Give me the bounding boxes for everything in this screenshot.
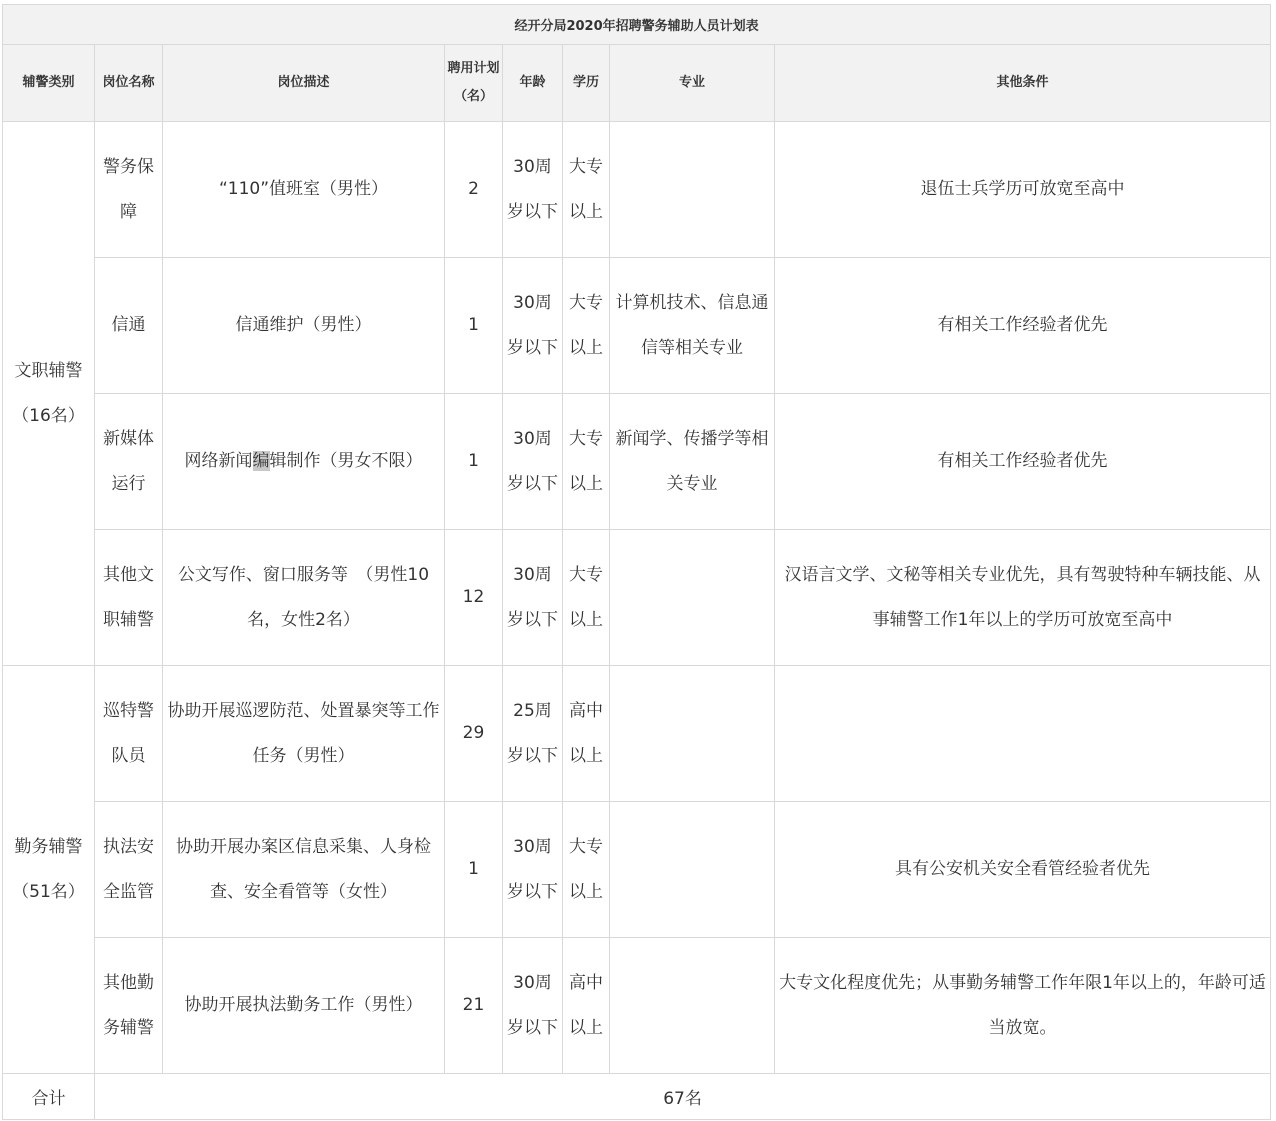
header-age: 年龄 — [503, 45, 563, 122]
header-post-desc: 岗位描述 — [163, 45, 445, 122]
header-plan: 聘用计划（名） — [445, 45, 503, 122]
other-cell: 汉语言文学、文秘等相关专业优先，具有驾驶特种车辆技能、从事辅警工作1年以上的学历可放宽至高中 — [775, 530, 1271, 666]
age-cell: 30周岁以下 — [503, 394, 563, 530]
age-cell: 30周岁以下 — [503, 530, 563, 666]
total-value: 67名 — [95, 1074, 1271, 1120]
education-cell: 大专以上 — [563, 394, 610, 530]
plan-cell: 1 — [445, 802, 503, 938]
age-cell: 30周岁以下 — [503, 802, 563, 938]
education-cell: 大专以上 — [563, 802, 610, 938]
category-cell: 文职辅警（16名） — [3, 122, 95, 666]
age-cell: 30周岁以下 — [503, 938, 563, 1074]
major-cell — [610, 122, 775, 258]
table-row — [3, 122, 1271, 258]
age-cell: 30周岁以下 — [503, 258, 563, 394]
age-cell: 25周岁以下 — [503, 666, 563, 802]
post-name-cell: 其他勤务辅警 — [95, 938, 163, 1074]
plan-cell: 1 — [445, 394, 503, 530]
major-cell — [610, 802, 775, 938]
table-row — [3, 802, 1271, 938]
post-name-cell: 巡特警队员 — [95, 666, 163, 802]
table-row — [3, 258, 1271, 394]
post-name-cell: 其他文职辅警 — [95, 530, 163, 666]
post-desc-text: 辑制作（男女不限） — [269, 451, 423, 471]
post-desc-cell — [163, 394, 445, 530]
plan-cell: 21 — [445, 938, 503, 1074]
plan-cell: 1 — [445, 258, 503, 394]
header-other: 其他条件 — [775, 45, 1271, 122]
post-name-cell: 警务保障 — [95, 122, 163, 258]
major-cell — [610, 938, 775, 1074]
table-row — [3, 530, 1271, 666]
education-cell: 高中以上 — [563, 938, 610, 1074]
plan-cell: 12 — [445, 530, 503, 666]
post-desc-cell: 协助开展执法勤务工作（男性） — [163, 938, 445, 1074]
table-row — [3, 666, 1271, 802]
recruitment-plan-table — [2, 4, 1271, 1120]
other-cell: 具有公安机关安全看管经验者优先 — [775, 802, 1271, 938]
education-cell: 大专以上 — [563, 258, 610, 394]
major-cell: 新闻学、传播学等相关专业 — [610, 394, 775, 530]
other-cell: 有相关工作经验者优先 — [775, 258, 1271, 394]
post-name-cell: 执法安全监管 — [95, 802, 163, 938]
post-name-cell: 信通 — [95, 258, 163, 394]
education-cell: 高中以上 — [563, 666, 610, 802]
selected-text-highlight: 编 — [252, 451, 270, 471]
post-desc-cell: 协助开展巡逻防范、处置暴突等工作任务（男性） — [163, 666, 445, 802]
post-desc-cell: 信通维护（男性） — [163, 258, 445, 394]
category-cell: 勤务辅警（51名） — [3, 666, 95, 1074]
table-title: 经开分局2020年招聘警务辅助人员计划表 — [3, 5, 1271, 45]
header-major: 专业 — [610, 45, 775, 122]
age-cell: 30周岁以下 — [503, 122, 563, 258]
education-cell: 大专以上 — [563, 122, 610, 258]
other-cell — [775, 666, 1271, 802]
header-post-name: 岗位名称 — [95, 45, 163, 122]
total-label: 合计 — [3, 1074, 95, 1120]
header-category: 辅警类别 — [3, 45, 95, 122]
major-cell — [610, 666, 775, 802]
plan-cell: 2 — [445, 122, 503, 258]
post-desc-cell: 公文写作、窗口服务等 （男性10名，女性2名） — [163, 530, 445, 666]
table-row — [3, 938, 1271, 1074]
table-row — [3, 394, 1271, 530]
other-cell: 退伍士兵学历可放宽至高中 — [775, 122, 1271, 258]
header-row — [3, 45, 1271, 122]
education-cell: 大专以上 — [563, 530, 610, 666]
post-desc-cell: “110”值班室（男性） — [163, 122, 445, 258]
post-name-cell: 新媒体运行 — [95, 394, 163, 530]
major-cell: 计算机技术、信息通信等相关专业 — [610, 258, 775, 394]
other-cell: 有相关工作经验者优先 — [775, 394, 1271, 530]
post-desc-text: 网络新闻 — [184, 451, 253, 471]
header-education: 学历 — [563, 45, 610, 122]
other-cell: 大专文化程度优先；从事勤务辅警工作年限1年以上的，年龄可适当放宽。 — [775, 938, 1271, 1074]
total-row — [3, 1074, 1271, 1120]
major-cell — [610, 530, 775, 666]
post-desc-cell: 协助开展办案区信息采集、人身检查、安全看管等（女性） — [163, 802, 445, 938]
plan-cell: 29 — [445, 666, 503, 802]
